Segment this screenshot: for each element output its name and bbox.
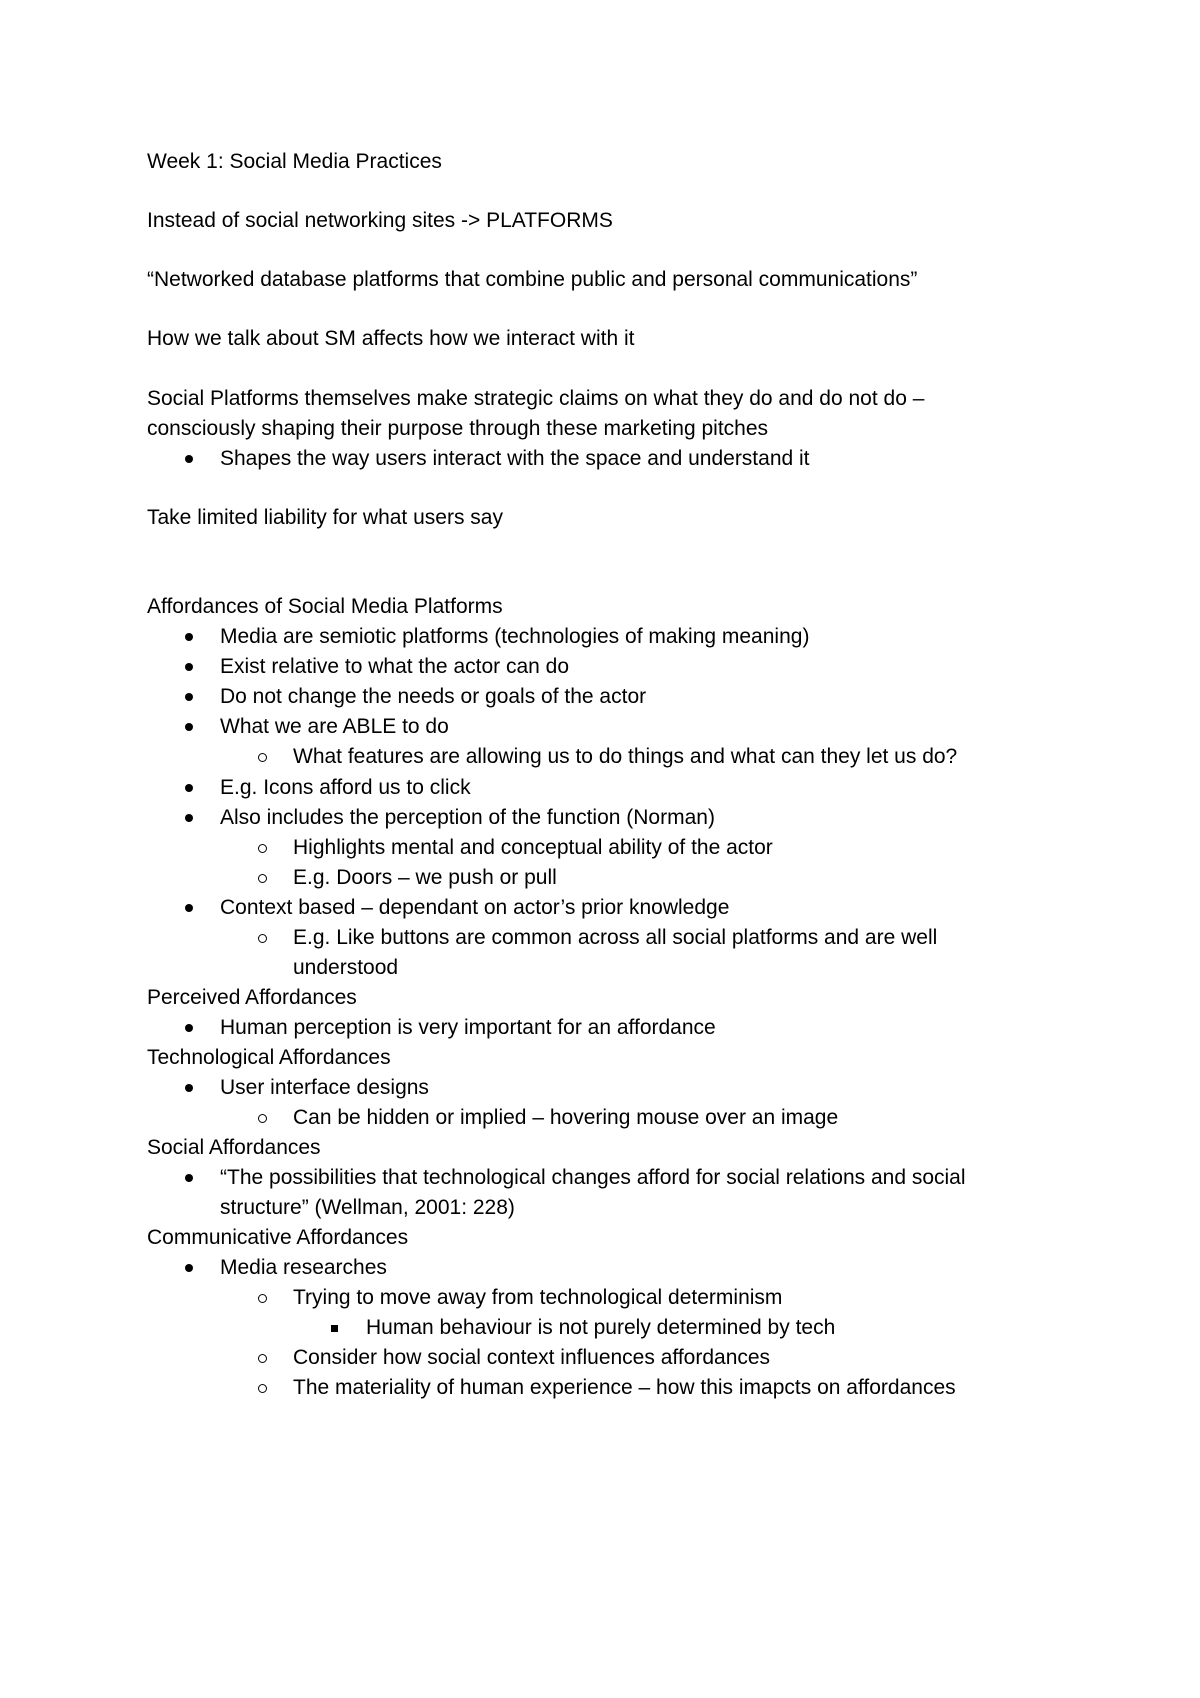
- section-heading: Social Affordances: [147, 1136, 321, 1159]
- list-item: Media are semiotic platforms (technologies of making meaning): [220, 625, 810, 648]
- bullet-circle-icon: [258, 923, 267, 953]
- list-item: E.g. Doors – we push or pull: [293, 866, 557, 889]
- bullet-dot-icon: [185, 1163, 193, 1193]
- paragraph: consciously shaping their purpose through these marketing pitches: [147, 417, 769, 440]
- bullet-dot-icon: [185, 652, 193, 682]
- paragraph: How we talk about SM affects how we interact with it: [147, 327, 635, 350]
- bullet-dot-icon: [185, 622, 193, 652]
- section-heading: Affordances of Social Media Platforms: [147, 595, 503, 618]
- bullet-circle-icon: [258, 1373, 267, 1403]
- bullet-circle-icon: [258, 1343, 267, 1373]
- section-heading: Technological Affordances: [147, 1046, 391, 1069]
- paragraph: Instead of social networking sites -> PLATFORMS: [147, 209, 613, 232]
- list-item: Human perception is very important for an affordance: [220, 1016, 716, 1039]
- list-item-continuation: understood: [293, 956, 399, 979]
- bullet-circle-icon: [258, 1283, 267, 1313]
- section-heading: Communicative Affordances: [147, 1226, 409, 1249]
- list-item: Shapes the way users interact with the space and understand it: [220, 447, 810, 470]
- list-item: Can be hidden or implied – hovering mouse over an image: [293, 1106, 839, 1129]
- list-item: E.g. Icons afford us to click: [220, 776, 471, 799]
- list-item: User interface designs: [220, 1076, 429, 1099]
- list-item: Media researches: [220, 1256, 387, 1279]
- list-item: What we are ABLE to do: [220, 715, 449, 738]
- bullet-dot-icon: [185, 803, 193, 833]
- bullet-circle-icon: [258, 742, 267, 772]
- list-item-continuation: structure” (Wellman, 2001: 228): [220, 1196, 515, 1219]
- bullet-dot-icon: [185, 682, 193, 712]
- bullet-dot-icon: [185, 893, 193, 923]
- list-item: What features are allowing us to do things and what can they let us do?: [293, 745, 958, 768]
- list-item: Human behaviour is not purely determined by tech: [366, 1316, 836, 1339]
- list-item: Context based – dependant on actor’s prior knowledge: [220, 896, 730, 919]
- list-item: Also includes the perception of the function (Norman): [220, 806, 715, 829]
- bullet-circle-icon: [258, 1103, 267, 1133]
- bullet-dot-icon: [185, 444, 193, 474]
- list-item: Exist relative to what the actor can do: [220, 655, 570, 678]
- paragraph: “Networked database platforms that combine public and personal communications”: [147, 268, 918, 291]
- list-item: Trying to move away from technological determinism: [293, 1286, 783, 1309]
- bullet-dot-icon: [185, 1253, 193, 1283]
- list-item: “The possibilities that technological changes afford for social relations and social: [220, 1166, 966, 1189]
- bullet-circle-icon: [258, 833, 267, 863]
- bullet-dot-icon: [185, 712, 193, 742]
- bullet-dot-icon: [185, 773, 193, 803]
- bullet-circle-icon: [258, 863, 267, 893]
- paragraph: Social Platforms themselves make strategic claims on what they do and do not do –: [147, 387, 925, 410]
- bullet-square-icon: [331, 1313, 338, 1343]
- document-title: Week 1: Social Media Practices: [147, 150, 442, 173]
- list-item: Consider how social context influences affordances: [293, 1346, 771, 1369]
- list-item: E.g. Like buttons are common across all social platforms and are well: [293, 926, 938, 949]
- paragraph: Take limited liability for what users say: [147, 506, 503, 529]
- bullet-dot-icon: [185, 1073, 193, 1103]
- list-item: The materiality of human experience – how this imapcts on affordances: [293, 1376, 956, 1399]
- list-item: Highlights mental and conceptual ability of the actor: [293, 836, 773, 859]
- list-item: Do not change the needs or goals of the actor: [220, 685, 647, 708]
- bullet-dot-icon: [185, 1013, 193, 1043]
- section-heading: Perceived Affordances: [147, 986, 357, 1009]
